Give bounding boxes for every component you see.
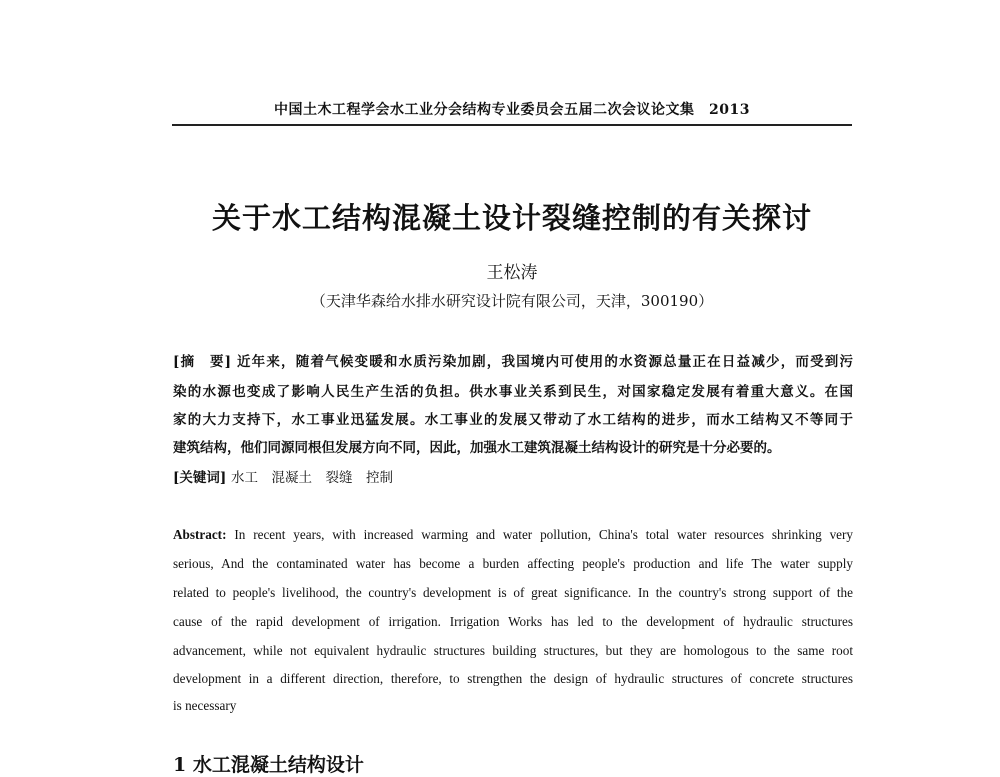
abstract-en-text: In recent years, with increased warming and water pollution, China's total water resources shrinking very [234, 527, 853, 542]
keywords-label: [关键词] [173, 470, 227, 486]
keywords-line [173, 466, 853, 486]
header-rule [172, 124, 852, 126]
section-heading: 1 水工混凝土结构设计 [173, 754, 364, 776]
abstract-cn-line: 家的大力支持下，水工事业迅猛发展。水工事业的发展又带动了水工结构的进步，而水工结构又不等同于 [173, 412, 853, 428]
running-header: 中国土木工程学会水工业分会结构专业委员会五届二次会议论文集 2013 [274, 102, 750, 118]
abstract-en-line: related to people's livelihood, the country's development is of great significance. In the country's strong support of the [173, 585, 853, 600]
abstract-en-line [173, 527, 853, 543]
abstract-en-label: Abstract: [173, 527, 227, 542]
keywords-text: 水工 混凝土 裂缝 控制 [230, 470, 393, 486]
abstract-en-line: development in a different direction, therefore, to strengthen the design of hydraulic structures of concrete structures [173, 671, 853, 686]
abstract-cn-text: 近年来，随着气候变暖和水质污染加剧，我国境内可使用的水资源总量正在日益减少，而受到污 [236, 354, 853, 370]
abstract-en-line: advancement, while not equivalent hydraulic structures building structures, but they are homologous to the same root [173, 643, 853, 658]
abstract-en-line: cause of the rapid development of irrigation. Irrigation Works has led to the development of hydraulic structures [173, 614, 853, 629]
abstract-en-line: is necessary [173, 698, 237, 713]
abstract-cn-line: 建筑结构，他们同源同根但发展方向不同，因此，加强水工建筑混凝土结构设计的研究是十分必要的。 [173, 440, 781, 456]
abstract-cn-line [173, 350, 853, 370]
abstract-cn-line: 染的水源也变成了影响人民生产生活的负担。供水事业关系到民生，对国家稳定发展有着重大意义。在国 [173, 384, 853, 400]
abstract-en-line: serious, And the contaminated water has become a burden affecting people's production and life The water supply [173, 556, 853, 571]
author: 王松涛 [486, 263, 538, 283]
paper-title: 关于水工结构混凝土设计裂缝控制的有关探讨 [211, 201, 812, 235]
abstract-cn-label: [摘 要] [173, 354, 232, 370]
affiliation: （天津华森给水排水研究设计院有限公司，天津，300190） [310, 292, 714, 310]
